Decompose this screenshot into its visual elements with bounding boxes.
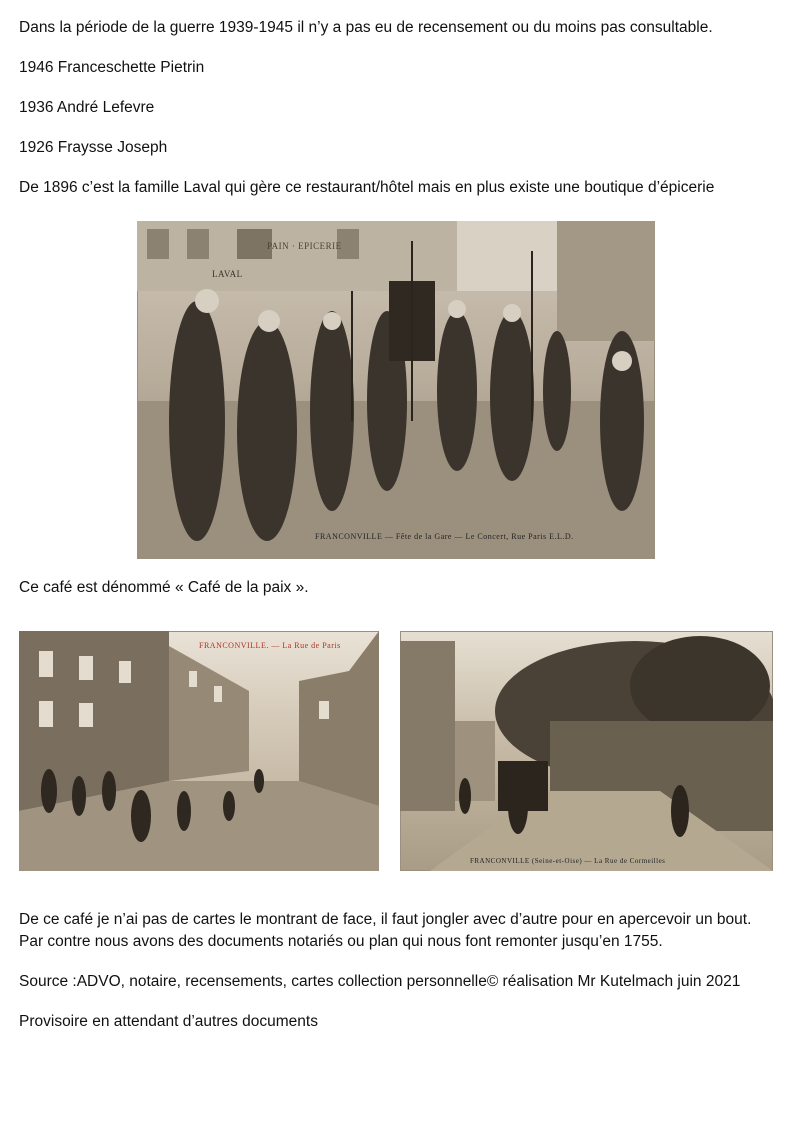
laval-family-text: De 1896 c’est la famille Laval qui gère ce restaurant/hôtel mais en plus existe une boutique d’épicerie: [19, 179, 715, 196]
concert-caption: FRANCONVILLE — Fête de la Gare — Le Concert, Rue Paris E.L.D.: [315, 532, 574, 541]
census-1946: 1946 Franceschette Pietrin: [19, 59, 205, 76]
rue-arbre-caption: FRANCONVILLE (Seine-et-Oise) — La Rue de Cormeilles: [470, 857, 666, 865]
postcard-fete-de-la-gare: [137, 221, 655, 559]
postcard-rue-de-paris: [19, 631, 379, 871]
rue-arbre-image: [400, 631, 773, 871]
notarial-documents-text: De ce café je n’ai pas de cartes le montrant de face, il faut jongler avec d’autre pour en apercevoir un bout. Par contre nous avons des documents notariés ou plan qui nous font remonter jusqu’en 1755.: [19, 911, 752, 950]
census-1926: 1926 Fraysse Joseph: [19, 139, 168, 156]
census-1936: 1936 André Lefevre: [19, 99, 155, 116]
shop-sign-laval: LAVAL: [212, 269, 243, 279]
provisional-note: Provisoire en attendant d’autres documents: [19, 1013, 318, 1030]
intro-text: Dans la période de la guerre 1939-1945 il n’y a pas eu de recensement ou du moins pas consultable.: [19, 19, 713, 36]
cafe-name-text: Ce café est dénommé « Café de la paix ».: [19, 579, 309, 596]
postcard-rue-arbre: [400, 631, 773, 871]
source-text: Source :ADVO, notaire, recensements, cartes collection personnelle© réalisation Mr Kutelmach juin 2021: [19, 973, 741, 990]
rue-de-paris-image: [19, 631, 379, 871]
rue-de-paris-caption: FRANCONVILLE. — La Rue de Paris: [199, 641, 341, 650]
shop-sign: PAIN · EPICERIE: [267, 241, 342, 251]
